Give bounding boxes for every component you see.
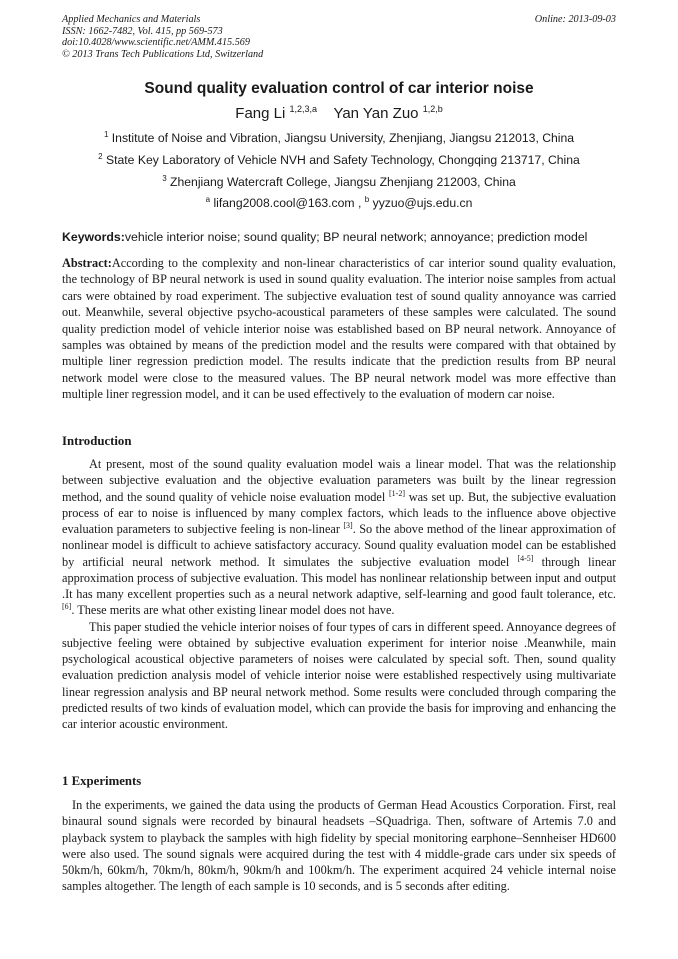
- doi-line: doi:10.4028/www.scientific.net/AMM.415.569: [62, 37, 250, 48]
- affiliation-3: [62, 174, 616, 189]
- abstract: [62, 255, 616, 403]
- copyright-line: © 2013 Trans Tech Publications Ltd, Switzerland: [62, 48, 264, 60]
- keywords: [62, 230, 616, 244]
- keywords-label: Keywords:: [62, 230, 125, 244]
- introduction-body: [62, 456, 616, 732]
- email-separator: ,: [354, 196, 365, 210]
- email-superscript: b: [364, 195, 370, 204]
- text-run: At present, most of the sound quality evaluation model wais a linear model. That was the relationship between subjective evaluation and the objective evaluation parameters was built by the linear regression method, and the sound quality of vehicle noise evaluation model: [62, 457, 616, 504]
- email-line: [62, 195, 616, 210]
- author-superscript: 1,2,3,a: [289, 104, 318, 114]
- author-line: [62, 104, 616, 122]
- citation: [1-2]: [388, 488, 405, 498]
- author-superscript: 1,2,b: [422, 104, 443, 114]
- text-run: through linear approximation process of subjective evaluation. This model has nonlinear relationship between input and output .It has many excellent properties such as a neural network adaptive, self-learning and good fault tolerance, etc.: [62, 554, 616, 601]
- section-heading-experiments: 1 Experiments: [62, 774, 142, 788]
- affiliation-2: [62, 152, 616, 167]
- abstract-label: Abstract:: [62, 256, 112, 270]
- text-run: . So the above method of the linear approximation of nonlinear model is difficult to achieve satisfactory accuracy. Sound quality evaluation model can be established by artificial neural network method. It simulates the subjective evaluation model: [62, 522, 617, 569]
- citation: [6]: [62, 602, 72, 612]
- section-heading-introduction: Introduction: [62, 434, 132, 448]
- citation: [4-5]: [517, 553, 534, 563]
- affiliation-text: Institute of Noise and Vibration, Jiangsu University, Zhenjiang, Jiangsu 212013, China: [111, 131, 575, 145]
- affiliation-superscript: 3: [162, 174, 167, 183]
- intro-paragraph-2: This paper studied the vehicle interior noises of four types of cars in different speed. Annoyance degrees of subjective feeling were obtained by subjective evaluation experiment for interior noise .Meanwhile, main psychological acoustical objective parameters of noises were calculated by special soft. Then, sound quality evaluation prediction analysis model of vehicle interior noise were established respectively using multivariate linear regression analysis and BP neural network method. Some results were concluded through comparing the predicted results of two kinds of evaluation model, which can provide the basis for improving and enhancing the car interior acoustic environment.: [62, 619, 617, 731]
- email-b[interactable]: yyzuo@ujs.edu.cn: [372, 196, 473, 210]
- paper-title: Sound quality evaluation control of car interior noise: [144, 80, 534, 97]
- keywords-text: vehicle interior noise; sound quality; BP neural network; annoyance; prediction model: [124, 230, 588, 244]
- text-run: was set up. But, the subjective evaluation process of ear to noise is influenced by many complex factors, which leads to the influence above objective evaluation parameters to subjective feeling is non-linear: [62, 489, 617, 536]
- experiments-body: [62, 797, 616, 895]
- affiliation-text: State Key Laboratory of Vehicle NVH and Safety Technology, Chongqing 213717, China: [106, 153, 580, 167]
- text-run: . These merits are what other existing linear model does not have.: [71, 603, 395, 618]
- email-a[interactable]: lifang2008.cool@163.com: [213, 196, 355, 210]
- affiliation-1: [62, 130, 616, 145]
- issn-line: ISSN: 1662-7482, Vol. 415, pp 569-573: [62, 25, 223, 37]
- affiliation-text: Zhenjiang Watercraft College, Jiangsu Zhenjiang 212003, China: [170, 175, 516, 189]
- email-superscript: a: [205, 195, 211, 204]
- experiments-paragraph-1: In the experiments, we gained the data using the products of German Head Acoustics Corporation. First, real binaural sound signals were recorded by binaural headsets –SQuadriga. Then, software of Artemis 7.0 and playback system to playback the samples with high fidelity by special monitoring earphone–Sennheiser HD600 were also used. The sound signals were acquired during the test with 4 middle-grade cars under six speeds of 50km/h, 60km/h, 70km/h, 80km/h, 90km/h and 100km/h. The experiment acquired 24 vehicle internal noise samples altogether. The length of each sample is 10 seconds, and is 5 seconds after editing.: [62, 798, 616, 894]
- author-name: Yan Yan Zuo: [333, 105, 419, 122]
- journal-name: Applied Mechanics and Materials: [62, 14, 201, 25]
- journal-header: [62, 14, 616, 60]
- abstract-text: According to the complexity and non-linear characteristics of car interior sound quality evaluation, the technology of BP neural network is used in sound quality evaluation. The interior noise samples from actual cars were obtained by road experiment. The subjective evaluation test of sound quality annoyance was carried out. Meanwhile, several objective psycho-acoustical parameters of these samples were calculated. The sound quality prediction model of vehicle interior noise was established based on BP neural network. Annoyance of samples was obtained by means of the prediction model and the results were compared with that obtained by multiple liner regression prediction model. The results indicate that the prediction results from BP neural network model were close to the measured values. The BP neural network model was more effective than multiple liner regression model, and it can be used effectively to the evaluation of modern car noise.: [62, 256, 616, 402]
- author-name: Fang Li: [235, 105, 286, 122]
- affiliation-superscript: 1: [103, 130, 109, 139]
- intro-paragraph-1: [62, 456, 616, 619]
- citation: [3]: [343, 521, 353, 530]
- affiliation-superscript: 2: [98, 152, 103, 161]
- online-date: Online: 2013-09-03: [534, 14, 616, 25]
